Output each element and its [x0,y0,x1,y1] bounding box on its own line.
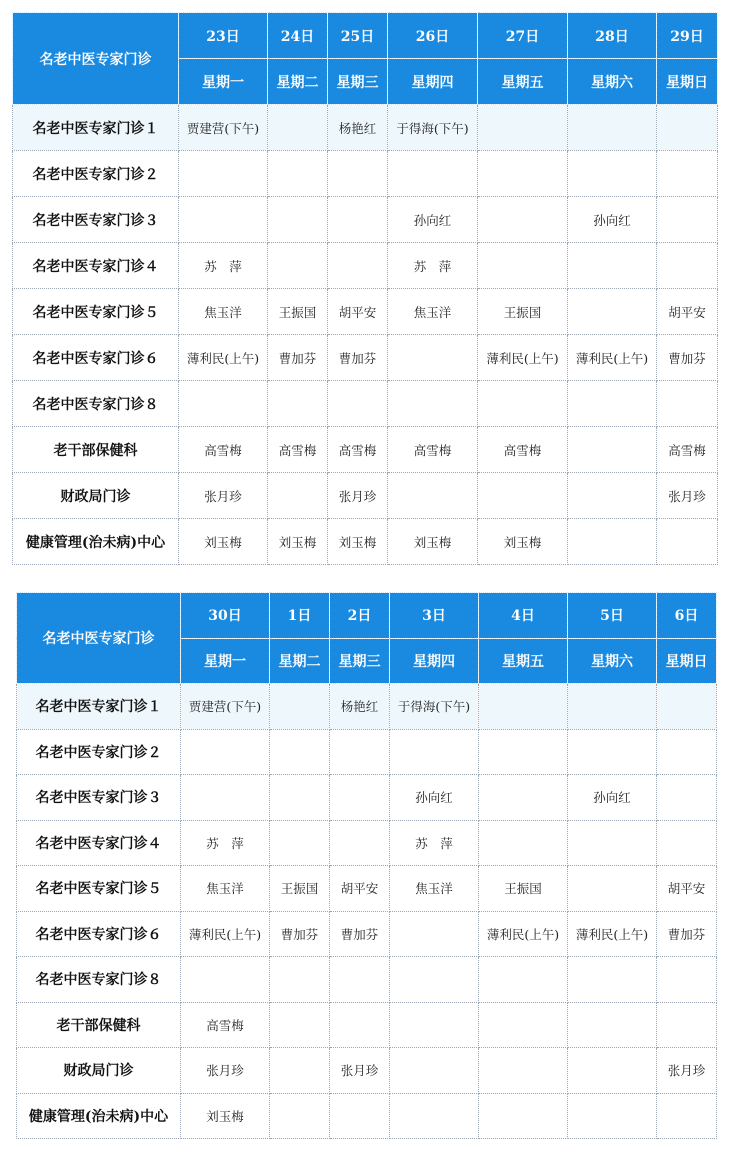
table-title: 名老中医专家门诊 [17,593,181,684]
schedule-cell [328,243,388,289]
schedule-cell: 王振国 [270,866,330,912]
schedule-cell [388,335,478,381]
row-label: 名老中医专家门诊６ [13,335,179,381]
header-weekday: 星期五 [478,59,568,105]
schedule-cell [330,775,390,821]
schedule-cell: 张月珍 [179,473,268,519]
table-row [13,197,718,243]
table-row [13,473,718,519]
schedule-cell: 王振国 [478,289,568,335]
schedule-cell [568,289,657,335]
header-date: 29日 [657,13,718,59]
schedule-cell [568,820,657,866]
schedule-cell [479,1093,568,1139]
row-label: 名老中医专家门诊８ [13,381,179,427]
schedule-cell [270,1093,330,1139]
header-date: 23日 [179,13,268,59]
schedule-cell [270,957,330,1003]
schedule-cell [479,775,568,821]
schedule-cell [479,957,568,1003]
schedule-cell [657,519,718,565]
header-date: 3日 [390,593,479,639]
schedule-cell [270,775,330,821]
schedule-cell: 薄利民(上午) [478,335,568,381]
row-label: 名老中医专家门诊６ [17,911,181,957]
schedule-cell [568,243,657,289]
schedule-cell [478,381,568,427]
schedule-cell [390,957,479,1003]
schedule-cell [270,729,330,775]
schedule-cell: 孙向红 [388,197,478,243]
schedule-cell [478,473,568,519]
schedule-cell: 薄利民(上午) [568,335,657,381]
schedule-cell [657,381,718,427]
schedule-cell [328,197,388,243]
schedule-cell: 高雪梅 [179,427,268,473]
schedule-cell [328,381,388,427]
row-label: 名老中医专家门诊３ [17,775,181,821]
schedule-cell: 刘玉梅 [181,1093,270,1139]
row-label: 财政局门诊 [17,1048,181,1094]
schedule-cell [657,105,718,151]
schedule-cell: 曹加芬 [328,335,388,381]
schedule-cell [479,820,568,866]
table-row [13,151,718,197]
schedule-cell [268,197,328,243]
schedule-cell [390,729,479,775]
table-row [17,729,717,775]
schedule-cell: 贾建营(下午) [179,105,268,151]
schedule-cell: 张月珍 [657,1048,717,1094]
table-row [17,911,717,957]
table-row [17,1048,717,1094]
schedule-cell [268,473,328,519]
header-weekday: 星期日 [657,638,717,684]
schedule-cell: 杨艳红 [328,105,388,151]
schedule-cell [330,729,390,775]
header-date: 30日 [181,593,270,639]
schedule-cell [181,775,270,821]
schedule-cell [179,197,268,243]
header-weekday: 星期三 [330,638,390,684]
schedule-cell [568,1093,657,1139]
table-row [17,820,717,866]
schedule-table-week-2 [16,592,717,1139]
schedule-cell [328,151,388,197]
schedule-cell: 曹加芬 [657,911,717,957]
header-date: 25日 [328,13,388,59]
schedule-cell [479,729,568,775]
schedule-table-week-1 [12,12,718,565]
schedule-cell: 王振国 [479,866,568,912]
schedule-cell [390,1048,479,1094]
schedule-cell: 高雪梅 [388,427,478,473]
schedule-cell [568,684,657,730]
row-label: 名老中医专家门诊２ [13,151,179,197]
row-label: 名老中医专家门诊８ [17,957,181,1003]
schedule-cell: 贾建营(下午) [181,684,270,730]
schedule-cell [657,729,717,775]
table-row [17,684,717,730]
schedule-cell [568,957,657,1003]
schedule-cell: 苏 萍 [179,243,268,289]
schedule-cell [478,105,568,151]
table-row [13,289,718,335]
table-row [13,427,718,473]
schedule-cell [330,1002,390,1048]
schedule-cell [568,473,657,519]
table-row [17,957,717,1003]
header-date: 24日 [268,13,328,59]
row-label: 名老中医专家门诊１ [17,684,181,730]
schedule-cell: 高雪梅 [478,427,568,473]
header-date: 26日 [388,13,478,59]
schedule-cell [657,775,717,821]
schedule-cell: 王振国 [268,289,328,335]
schedule-cell [268,243,328,289]
schedule-cell [268,105,328,151]
date-header-row [13,13,718,59]
schedule-cell: 刘玉梅 [268,519,328,565]
schedule-cell: 于得海(下午) [388,105,478,151]
schedule-cell [388,151,478,197]
schedule-cell: 曹加芬 [270,911,330,957]
schedule-cell: 薄利民(上午) [479,911,568,957]
schedule-cell: 孙向红 [390,775,479,821]
row-label: 名老中医专家门诊３ [13,197,179,243]
schedule-cell [568,105,657,151]
schedule-cell: 焦玉洋 [181,866,270,912]
schedule-cell [390,1093,479,1139]
schedule-cell [330,957,390,1003]
schedule-cell [390,911,479,957]
row-label: 财政局门诊 [13,473,179,519]
schedule-cell [657,957,717,1003]
header-weekday: 星期四 [390,638,479,684]
schedule-cell [330,820,390,866]
schedule-cell: 于得海(下午) [390,684,479,730]
schedule-cell [478,243,568,289]
schedule-cell [388,381,478,427]
schedule-cell: 苏 萍 [181,820,270,866]
header-date: 2日 [330,593,390,639]
table-row [13,519,718,565]
schedule-cell [181,729,270,775]
row-label: 名老中医专家门诊４ [17,820,181,866]
header-weekday: 星期六 [568,59,657,105]
schedule-cell: 曹加芬 [330,911,390,957]
schedule-cell [568,381,657,427]
schedule-cell: 胡平安 [330,866,390,912]
row-label: 健康管理(治未病)中心 [13,519,179,565]
schedule-cell [479,684,568,730]
table-row [13,335,718,381]
schedule-cell: 高雪梅 [328,427,388,473]
schedule-cell: 孙向红 [568,197,657,243]
schedule-cell [568,729,657,775]
table-title: 名老中医专家门诊 [13,13,179,105]
header-weekday: 星期二 [270,638,330,684]
schedule-cell [568,1048,657,1094]
schedule-cell: 曹加芬 [268,335,328,381]
schedule-cell [270,1002,330,1048]
schedule-cell: 张月珍 [330,1048,390,1094]
schedule-cell [478,151,568,197]
schedule-cell [268,151,328,197]
schedule-cell: 张月珍 [328,473,388,519]
row-label: 老干部保健科 [17,1002,181,1048]
row-label: 名老中医专家门诊２ [17,729,181,775]
table-row [17,775,717,821]
header-date: 28日 [568,13,657,59]
header-weekday: 星期三 [328,59,388,105]
schedule-cell [268,381,328,427]
schedule-cell: 苏 萍 [390,820,479,866]
table-row [13,381,718,427]
schedule-cell: 薄利民(上午) [568,911,657,957]
schedule-cell [657,1093,717,1139]
schedule-cell [479,1002,568,1048]
header-weekday: 星期一 [179,59,268,105]
schedule-cell: 刘玉梅 [478,519,568,565]
row-label: 名老中医专家门诊１ [13,105,179,151]
schedule-cell: 刘玉梅 [179,519,268,565]
table-row [17,866,717,912]
schedule-cell [388,473,478,519]
schedule-cell [390,1002,479,1048]
schedule-cell [270,820,330,866]
schedule-cell [657,197,718,243]
schedule-cell: 焦玉洋 [388,289,478,335]
schedule-cell [568,427,657,473]
schedule-cell [657,1002,717,1048]
schedule-cell [568,519,657,565]
schedule-cell: 曹加芬 [657,335,718,381]
row-label: 名老中医专家门诊５ [17,866,181,912]
schedule-cell [479,1048,568,1094]
table-row [17,1002,717,1048]
schedule-cell [179,151,268,197]
schedule-cell: 孙向红 [568,775,657,821]
schedule-cell: 焦玉洋 [179,289,268,335]
schedule-cell [568,866,657,912]
header-weekday: 星期五 [479,638,568,684]
schedule-cell [179,381,268,427]
header-date: 27日 [478,13,568,59]
table-row [13,105,718,151]
table-row [13,243,718,289]
schedule-cell [181,957,270,1003]
header-weekday: 星期一 [181,638,270,684]
schedule-cell [270,684,330,730]
schedule-cell [568,1002,657,1048]
row-label: 健康管理(治未病)中心 [17,1093,181,1139]
schedule-cell: 刘玉梅 [328,519,388,565]
row-label: 名老中医专家门诊４ [13,243,179,289]
schedule-cell [568,151,657,197]
schedule-cell: 焦玉洋 [390,866,479,912]
schedule-cell [657,820,717,866]
header-weekday: 星期六 [568,638,657,684]
schedule-cell: 高雪梅 [181,1002,270,1048]
schedule-cell [657,243,718,289]
schedule-cell: 薄利民(上午) [179,335,268,381]
schedule-cell: 胡平安 [328,289,388,335]
row-label: 名老中医专家门诊５ [13,289,179,335]
schedule-cell: 胡平安 [657,289,718,335]
schedule-cell: 杨艳红 [330,684,390,730]
schedule-cell [478,197,568,243]
header-weekday: 星期日 [657,59,718,105]
schedule-cell: 薄利民(上午) [181,911,270,957]
date-header-row [17,593,717,639]
schedule-cell [330,1093,390,1139]
header-date: 4日 [479,593,568,639]
table-row [17,1093,717,1139]
schedule-cell: 张月珍 [657,473,718,519]
header-weekday: 星期二 [268,59,328,105]
header-weekday: 星期四 [388,59,478,105]
header-date: 5日 [568,593,657,639]
schedule-cell [657,684,717,730]
schedule-cell: 苏 萍 [388,243,478,289]
schedule-cell: 胡平安 [657,866,717,912]
schedule-cell: 高雪梅 [268,427,328,473]
schedule-cell: 张月珍 [181,1048,270,1094]
schedule-cell: 高雪梅 [657,427,718,473]
header-date: 6日 [657,593,717,639]
header-date: 1日 [270,593,330,639]
row-label: 老干部保健科 [13,427,179,473]
schedule-cell [657,151,718,197]
schedule-cell [270,1048,330,1094]
schedule-cell: 刘玉梅 [388,519,478,565]
